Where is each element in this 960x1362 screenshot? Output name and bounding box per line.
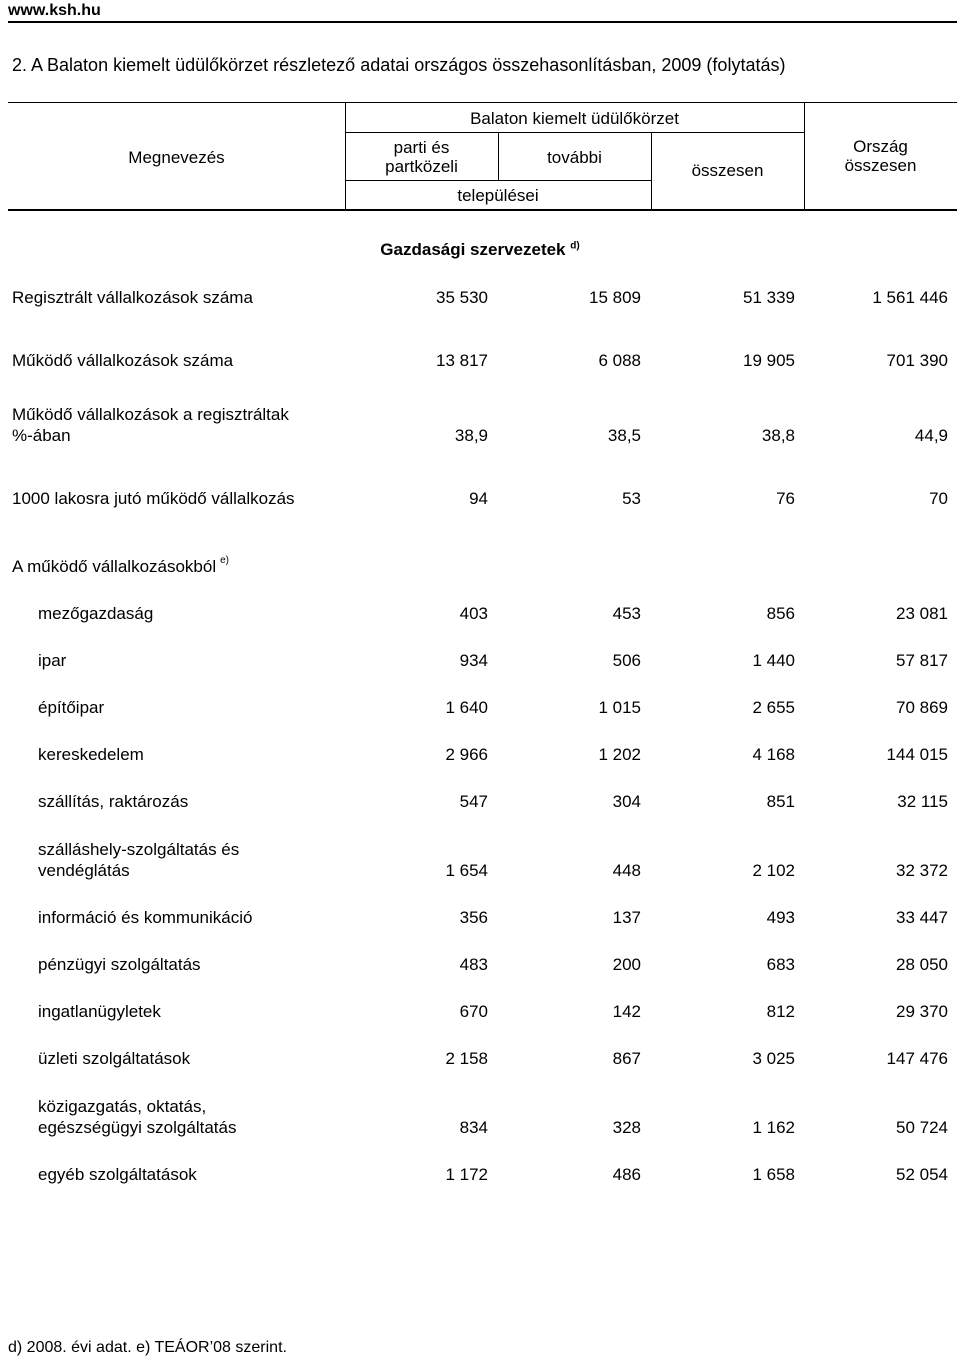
cell-value: 453 xyxy=(612,604,641,623)
cell-value: 76 xyxy=(776,489,795,508)
cell-value: 1 172 xyxy=(445,1165,488,1184)
cell-value: 493 xyxy=(766,908,795,927)
cell-value: 506 xyxy=(612,651,641,670)
row-label-line2: egészségügyi szolgáltatás xyxy=(38,1118,237,1137)
header-balaton: Balaton kiemelt üdülőkörzet xyxy=(470,109,679,128)
cell-value: 1 640 xyxy=(445,698,488,717)
section-label: Gazdasági szervezetek xyxy=(380,240,566,259)
header-telepulesei: települései xyxy=(457,186,539,205)
cell-value: 1 162 xyxy=(752,1118,795,1137)
row-label-text: A működő vállalkozásokból xyxy=(12,557,217,576)
cell-value: 70 869 xyxy=(896,698,948,717)
header-orszag-line2: összesen xyxy=(844,156,917,175)
row-label-line1: 1000 lakosra jutó működő vállalkozás xyxy=(12,489,295,508)
cell-value: 19 905 xyxy=(743,351,795,370)
cell-value: 35 530 xyxy=(436,288,488,307)
cell-value: 1 015 xyxy=(598,698,641,717)
row-label-line1: kereskedelem xyxy=(38,745,144,764)
row-label-line2: %-ában xyxy=(12,426,71,445)
cell-value: 38,9 xyxy=(454,426,488,445)
header-tovabbi: további xyxy=(547,148,602,167)
cell-value: 701 390 xyxy=(886,351,948,370)
cell-value: 32 372 xyxy=(896,861,948,880)
cell-value: 144 015 xyxy=(886,745,948,764)
cell-value: 29 370 xyxy=(896,1002,948,1021)
row-label-line1: mezőgazdaság xyxy=(38,604,154,623)
row-label-line1: Működő vállalkozások száma xyxy=(12,351,234,370)
cell-value: 670 xyxy=(459,1002,488,1021)
cell-value: 683 xyxy=(766,955,795,974)
cell-value: 1 202 xyxy=(598,745,641,764)
header-parti-line1: parti és xyxy=(393,138,450,157)
cell-value: 38,8 xyxy=(761,426,795,445)
row-label-line1: ipar xyxy=(38,651,67,670)
row-label-line1: építőipar xyxy=(38,698,105,717)
table-title: 2. A Balaton kiemelt üdülőkörzet részletező adatai országos összehasonlításban, 2009 (folytatás) xyxy=(12,55,786,75)
header-osszesen: összesen xyxy=(691,161,764,180)
cell-value: 137 xyxy=(612,908,641,927)
cell-value: 356 xyxy=(459,908,488,927)
cell-value: 2 966 xyxy=(445,745,488,764)
row-label-line1: információ és kommunikáció xyxy=(38,908,253,927)
row-label-line1: egyéb szolgáltatások xyxy=(38,1165,197,1184)
cell-value: 448 xyxy=(612,861,641,880)
cell-value: 851 xyxy=(766,792,795,811)
cell-value: 1 658 xyxy=(752,1165,795,1184)
cell-value: 867 xyxy=(612,1049,641,1068)
cell-value: 403 xyxy=(459,604,488,623)
cell-value: 200 xyxy=(612,955,641,974)
cell-value: 1 440 xyxy=(752,651,795,670)
header-megnevezes: Megnevezés xyxy=(128,148,225,167)
row-label-line1: Regisztrált vállalkozások száma xyxy=(12,288,253,307)
cell-value: 483 xyxy=(459,955,488,974)
cell-value: 70 xyxy=(929,489,948,508)
cell-value: 6 088 xyxy=(598,351,641,370)
cell-value: 38,5 xyxy=(607,426,641,445)
cell-value: 44,9 xyxy=(914,426,948,445)
cell-value: 33 447 xyxy=(896,908,948,927)
cell-value: 304 xyxy=(612,792,641,811)
cell-value: 328 xyxy=(612,1118,641,1137)
cell-value: 834 xyxy=(459,1118,488,1137)
site-url[interactable]: www.ksh.hu xyxy=(8,2,101,19)
cell-value: 50 724 xyxy=(896,1118,948,1137)
cell-value: 52 054 xyxy=(896,1165,948,1184)
row-label-line1: üzleti szolgáltatások xyxy=(38,1049,191,1068)
row-label-line1: ingatlanügyletek xyxy=(38,1002,161,1021)
cell-value: 13 817 xyxy=(436,351,488,370)
cell-value: 4 168 xyxy=(752,745,795,764)
row-label-line2: vendéglátás xyxy=(38,861,130,880)
footnote: d) 2008. évi adat. e) TEÁOR’08 szerint. xyxy=(8,1339,287,1356)
cell-value: 1 561 446 xyxy=(872,288,948,307)
cell-value: 147 476 xyxy=(886,1049,948,1068)
row-label-line1: szállítás, raktározás xyxy=(38,792,189,811)
row-label-line1: Működő vállalkozások a regisztráltak xyxy=(12,405,289,424)
row-note: e) xyxy=(220,555,230,566)
cell-value: 94 xyxy=(469,489,488,508)
cell-value: 547 xyxy=(459,792,488,811)
cell-value: 142 xyxy=(612,1002,641,1021)
row-label-line1: közigazgatás, oktatás, xyxy=(38,1097,207,1116)
section-note: d) xyxy=(570,240,580,252)
row-label xyxy=(38,1164,197,1185)
cell-value: 32 115 xyxy=(897,792,948,811)
cell-value: 856 xyxy=(766,604,795,623)
cell-value: 1 654 xyxy=(445,861,488,880)
cell-value: 57 817 xyxy=(896,651,948,670)
cell-value: 2 655 xyxy=(752,698,795,717)
cell-value: 486 xyxy=(612,1165,641,1184)
cell-value: 51 339 xyxy=(743,288,795,307)
cell-value: 3 025 xyxy=(752,1049,795,1068)
cell-value: 28 050 xyxy=(896,955,948,974)
cell-value: 53 xyxy=(622,489,641,508)
cell-value: 23 081 xyxy=(896,604,948,623)
cell-value: 15 809 xyxy=(589,288,641,307)
cell-value: 2 102 xyxy=(752,861,795,880)
cell-value: 812 xyxy=(766,1002,795,1021)
header-orszag-line1: Ország xyxy=(853,137,908,156)
row-label-line1: szálláshely-szolgáltatás és xyxy=(38,840,240,859)
cell-value: 2 158 xyxy=(445,1049,488,1068)
cell-value: 934 xyxy=(459,651,488,670)
row-label-line1: pénzügyi szolgáltatás xyxy=(38,955,201,974)
header-parti-line2: partközeli xyxy=(385,157,458,176)
